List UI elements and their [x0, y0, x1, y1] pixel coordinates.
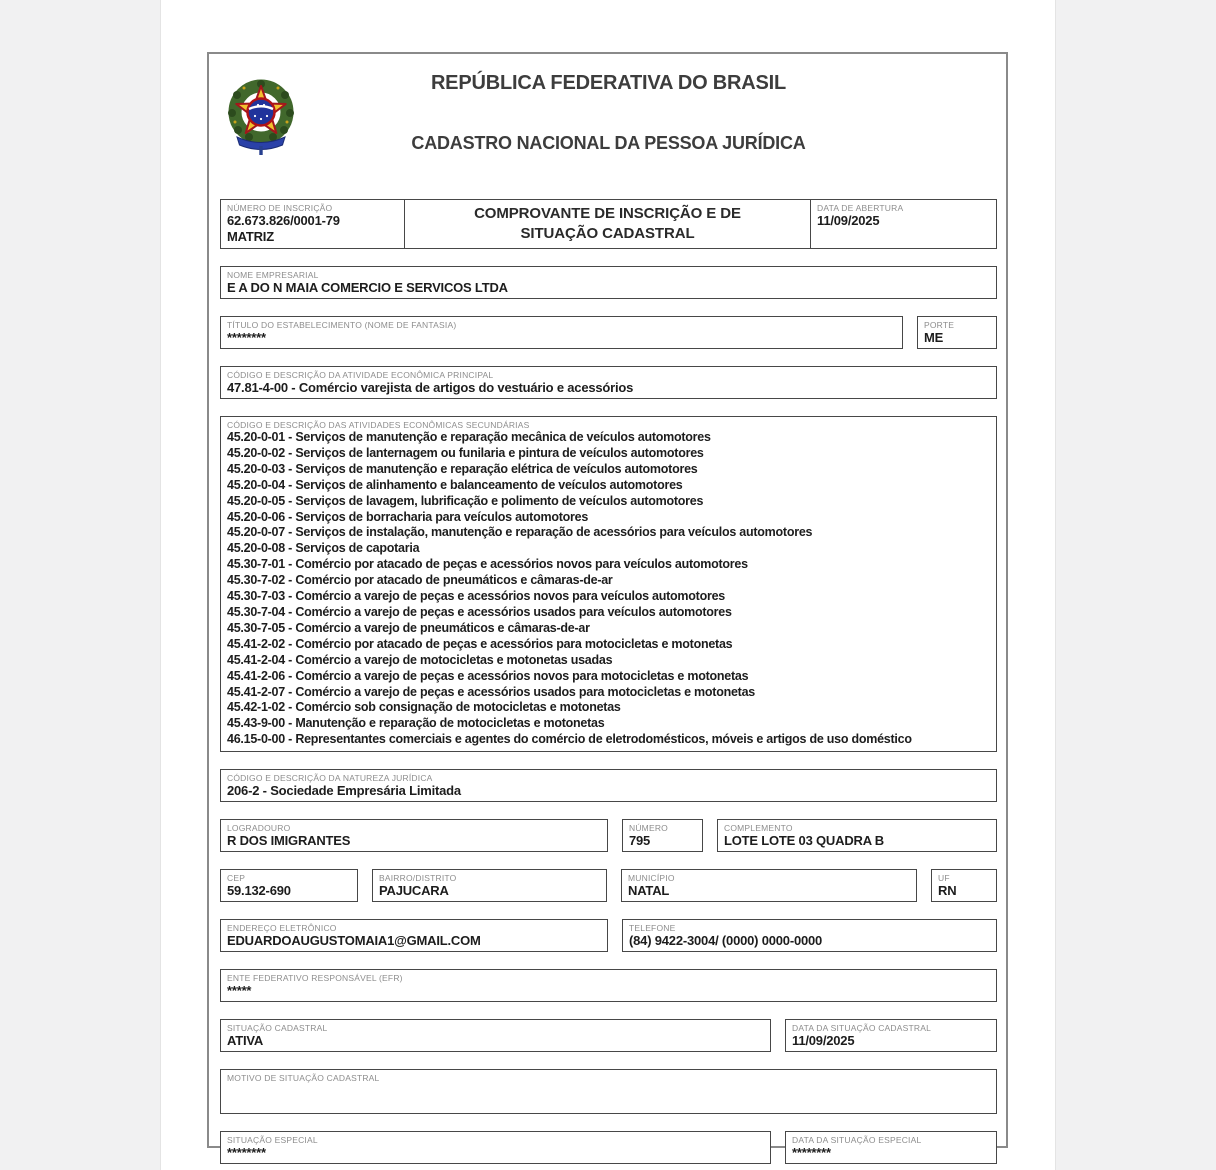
field-bairro [372, 869, 607, 902]
row-special-status [220, 1131, 997, 1164]
branch-type: MATRIZ [227, 229, 274, 244]
email-value: EDUARDOAUGUSTOMAIA1@GMAIL.COM [227, 933, 481, 949]
field-label: DATA DA SITUAÇÃO ESPECIAL [792, 1135, 922, 1146]
secondary-activity-item: 45.41-2-02 - Comércio por atacado de peças e acessórios para motocicletas e motonetas [227, 636, 733, 651]
field-motivo-situacao [220, 1069, 997, 1114]
field-label: LOGRADOURO [227, 823, 291, 834]
field-label: ENTE FEDERATIVO RESPONSÁVEL (EFR) [227, 973, 403, 984]
city-value: NATAL [628, 883, 670, 899]
field-logradouro [220, 819, 608, 852]
secondary-activity-item: 45.20-0-01 - Serviços de manutenção e reparação mecânica de veículos automotores [227, 430, 711, 444]
row-company-name [220, 266, 997, 299]
row-secondary-activities [220, 416, 997, 752]
company-size-value: ME [924, 330, 944, 345]
efr-value: ***** [227, 983, 252, 999]
field-natureza-juridica [220, 769, 997, 802]
field-label: NOME EMPRESARIAL [227, 270, 319, 280]
opening-date-value: 11/09/2025 [817, 213, 880, 228]
street-value: R DOS IMIGRANTES [227, 833, 351, 849]
zip-value: 59.132-690 [227, 883, 291, 899]
registration-status-value: ATIVA [227, 1033, 264, 1049]
field-label: CEP [227, 873, 246, 884]
field-numero-inscricao [220, 199, 405, 249]
secondary-activity-item: 45.20-0-06 - Serviços de borracharia para veículos automotores [227, 509, 589, 524]
complement-value: LOTE LOTE 03 QUADRA B [724, 833, 884, 849]
company-name-value: E A DO N MAIA COMERCIO E SERVICOS LTDA [227, 280, 508, 295]
field-data-situacao-cadastral [785, 1019, 997, 1052]
phone-value: (84) 9422-3004/ (0000) 0000-0000 [629, 933, 823, 949]
field-nome-empresarial [220, 266, 997, 299]
field-porte [917, 316, 997, 349]
secondary-activity-item: 45.30-7-02 - Comércio por atacado de pneumáticos e câmaras-de-ar [227, 573, 613, 588]
field-uf [931, 869, 997, 902]
secondary-activities-list [227, 430, 990, 748]
row-zip-district [220, 869, 997, 902]
row-street [220, 819, 997, 852]
cnpj-certificate [207, 52, 1008, 1161]
document-sheet [160, 0, 1056, 1170]
district-value: PAJUCARA [379, 883, 449, 899]
field-label: NÚMERO DE INSCRIÇÃO [227, 203, 333, 213]
registration-status-date-value: 11/09/2025 [792, 1033, 855, 1049]
republic-title: REPÚBLICA FEDERATIVA DO BRASIL [430, 72, 787, 94]
secondary-activity-item: 45.41-2-06 - Comércio a varejo de peças e acessórios novos para motocicletas e motonetas [227, 668, 749, 683]
field-numero [622, 819, 703, 852]
field-atividade-principal [220, 366, 997, 399]
field-label: MUNICÍPIO [628, 873, 675, 884]
secondary-activity-item: 45.30-7-04 - Comércio a varejo de peças e acessórios usados para veículos automotores [227, 604, 732, 619]
field-efr [220, 969, 997, 1002]
row-legal-nature [220, 769, 997, 802]
secondary-activity-item: 45.20-0-05 - Serviços de lavagem, lubrificação e polimento de veículos automotores [227, 493, 704, 508]
secondary-activity-item: 45.30-7-01 - Comércio por atacado de peças e acessórios novos para veículos automotores [227, 557, 748, 572]
secondary-activity-item: 45.20-0-07 - Serviços de instalação, manutenção e reparação de acessórios para veículos automotores [227, 525, 813, 540]
row-main-activity [220, 366, 997, 399]
field-complemento [717, 819, 997, 852]
row-registration-status [220, 1019, 997, 1052]
state-value: RN [938, 883, 957, 899]
row-status-reason [220, 1069, 997, 1114]
secondary-activity-item: 46.15-0-00 - Representantes comerciais e agentes do comércio de eletrodomésticos, móveis e artigos de uso doméstico [227, 732, 912, 747]
secondary-activity-item: 45.42-1-02 - Comércio sob consignação de motocicletas e motonetas [227, 700, 621, 715]
field-email [220, 919, 608, 952]
field-label: MOTIVO DE SITUAÇÃO CADASTRAL [227, 1073, 380, 1084]
field-situacao-cadastral [220, 1019, 771, 1052]
secondary-activity-item: 45.30-7-05 - Comércio a varejo de pneumáticos e câmaras-de-ar [227, 620, 590, 635]
field-label: BAIRRO/DISTRITO [379, 873, 457, 884]
field-label: ENDEREÇO ELETRÔNICO [227, 923, 337, 934]
inscription-number: 62.673.826/0001-79 [227, 213, 340, 228]
main-activity-value: 47.81-4-00 - Comércio varejista de artigos do vestuário e acessórios [227, 380, 634, 395]
field-label: SITUAÇÃO CADASTRAL [227, 1023, 328, 1034]
field-label: CÓDIGO E DESCRIÇÃO DA NATUREZA JURÍDICA [227, 773, 433, 784]
document-title: COMPROVANTE DE INSCRIÇÃO E DE SITUAÇÃO CADASTRAL [404, 199, 811, 249]
trade-name-value: ******** [227, 330, 266, 345]
secondary-activity-item: 45.20-0-03 - Serviços de manutenção e reparação elétrica de veículos automotores [227, 461, 698, 476]
secondary-activity-item: 45.30-7-03 - Comércio a varejo de peças e acessórios novos para veículos automotores [227, 589, 725, 604]
special-status-value: ******** [227, 1145, 266, 1161]
field-label: UF [938, 873, 950, 884]
field-label: COMPLEMENTO [724, 823, 793, 834]
row-efr [220, 969, 997, 1002]
secondary-activity-item: 45.20-0-04 - Serviços de alinhamento e balanceamento de veículos automotores [227, 477, 683, 492]
field-label: NÚMERO [629, 823, 668, 834]
row-inscription [220, 199, 997, 249]
row-contact [220, 919, 997, 952]
field-label: DATA DA SITUAÇÃO CADASTRAL [792, 1023, 932, 1034]
special-status-date-value: ******** [792, 1145, 831, 1161]
field-nome-fantasia [220, 316, 903, 349]
document-header [220, 54, 997, 182]
row-trade-name [220, 316, 997, 349]
field-cep [220, 869, 358, 902]
secondary-activity-item: 45.20-0-08 - Serviços de capotaria [227, 541, 420, 556]
number-value: 795 [629, 833, 651, 849]
field-atividades-secundarias [220, 416, 997, 752]
field-label: CÓDIGO E DESCRIÇÃO DA ATIVIDADE ECONÔMICA PRINCIPAL [227, 370, 494, 380]
field-label: TELEFONE [629, 923, 676, 934]
field-situacao-especial [220, 1131, 771, 1164]
registry-title: CADASTRO NACIONAL DA PESSOA JURÍDICA [411, 133, 806, 153]
secondary-activity-item: 45.43-9-00 - Manutenção e reparação de motocicletas e motonetas [227, 716, 605, 731]
field-municipio [621, 869, 917, 902]
field-telefone [622, 919, 997, 952]
field-data-situacao-especial [785, 1131, 997, 1164]
field-label: PORTE [924, 320, 955, 330]
field-label: CÓDIGO E DESCRIÇÃO DAS ATIVIDADES ECONÔMICAS SECUNDÁRIAS [227, 420, 530, 430]
legal-nature-value: 206-2 - Sociedade Empresária Limitada [227, 783, 461, 799]
field-data-abertura [810, 199, 997, 249]
field-label: DATA DE ABERTURA [817, 203, 904, 213]
field-label: TÍTULO DO ESTABELECIMENTO (NOME DE FANTASIA) [227, 320, 457, 330]
field-label: SITUAÇÃO ESPECIAL [227, 1135, 318, 1146]
secondary-activity-item: 45.41-2-07 - Comércio a varejo de peças e acessórios usados para motocicletas e motonetas [227, 684, 755, 699]
secondary-activity-item: 45.20-0-02 - Serviços de lanternagem ou funilaria e pintura de veículos automotores [227, 445, 704, 460]
secondary-activity-item: 45.41-2-04 - Comércio a varejo de motocicletas e motonetas usadas [227, 652, 613, 667]
